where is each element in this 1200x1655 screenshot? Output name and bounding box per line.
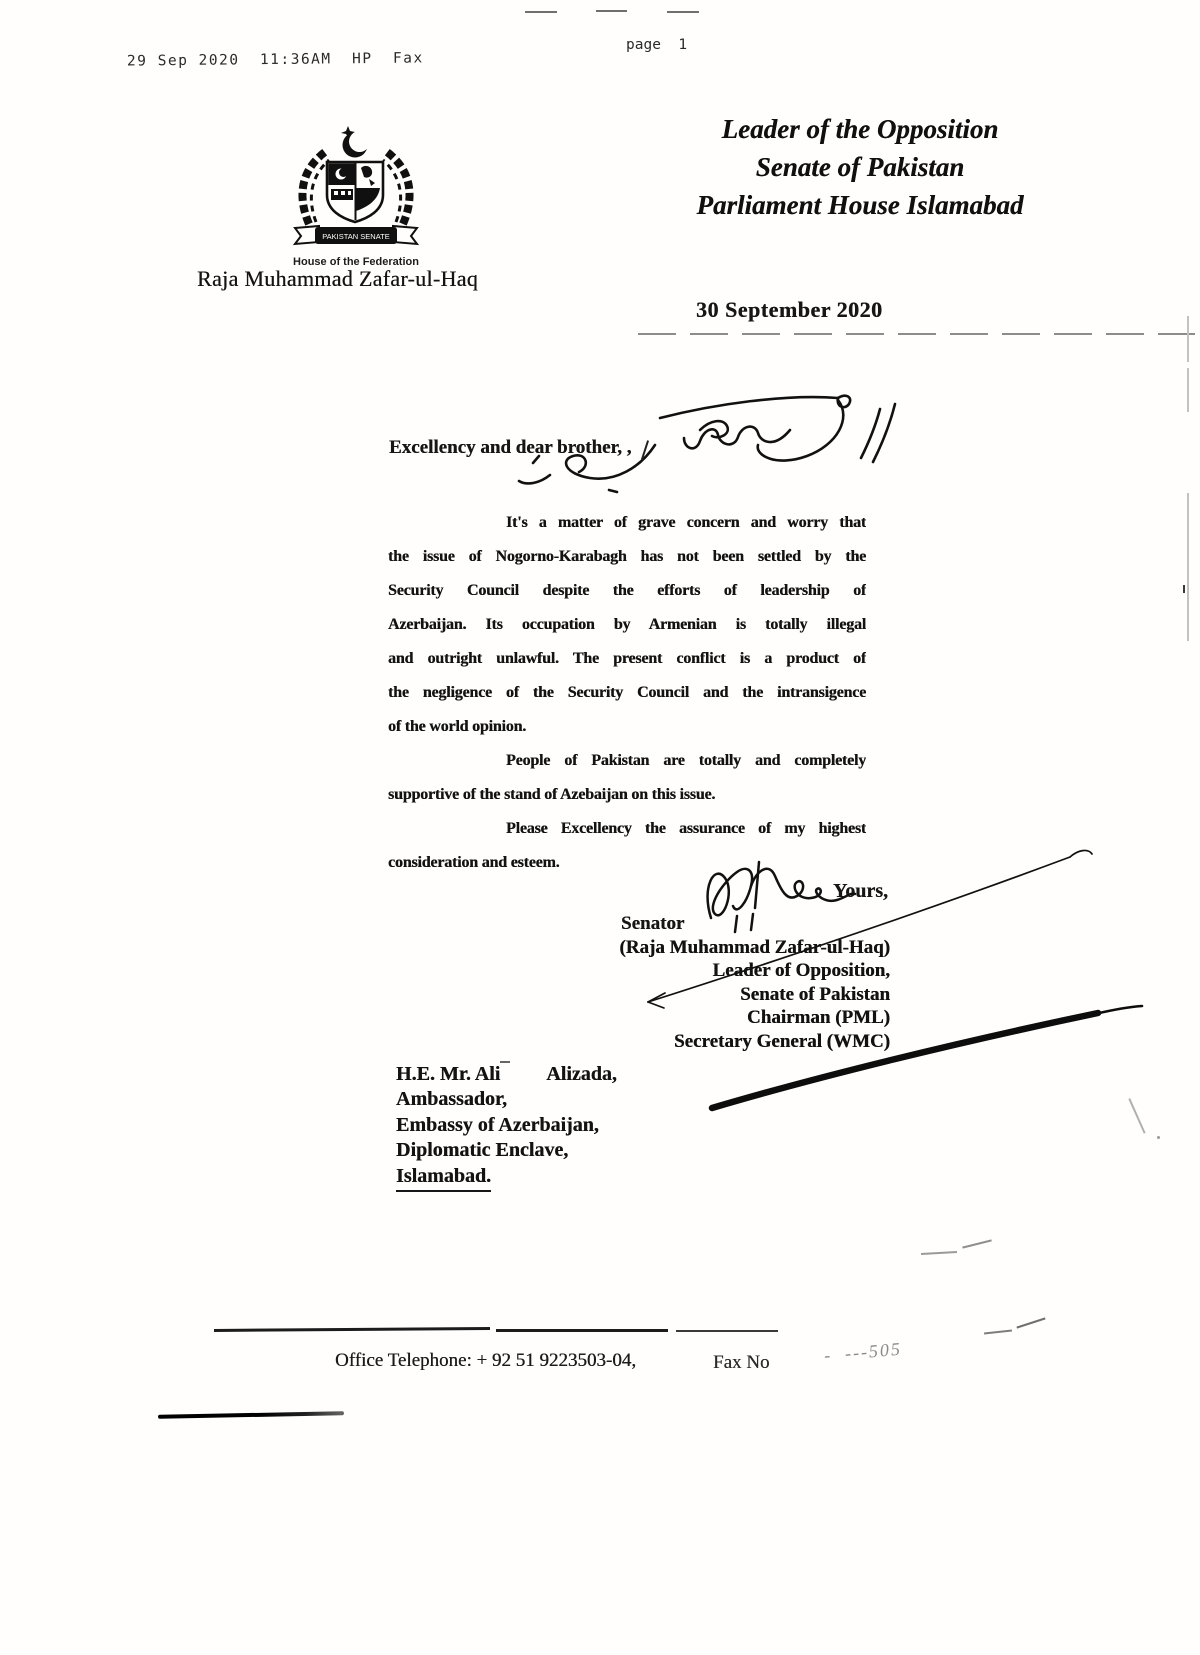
body-line: People of Pakistan are totally and completely — [506, 752, 866, 769]
emblem-banner-text: PAKISTAN SENATE — [322, 232, 390, 241]
signatory-title: Leader of Opposition, — [712, 960, 890, 982]
scan-edge-line — [1187, 368, 1189, 412]
pen-mark — [921, 1251, 957, 1255]
footer-rule — [496, 1329, 668, 1332]
body-line: the negligence of the Security Council and the intransigence — [388, 684, 866, 701]
salutation: Excellency and dear brother, , — [389, 437, 632, 458]
closing-yours: Yours, — [833, 880, 889, 902]
sender-name: Raja Muhammad Zafar-ul-Haq — [197, 266, 479, 291]
office-telephone: Office Telephone: + 92 51 9223503-04, — [335, 1350, 637, 1371]
addressee-city-text: Islamabad. — [396, 1164, 491, 1192]
scan-edge-line — [1187, 316, 1189, 362]
scan-speck — [1183, 585, 1185, 593]
body-line: of the world opinion. — [388, 718, 527, 735]
signatory-name: (Raja Muhammad Zafar-ul-Haq) — [619, 937, 890, 958]
body-line: Security Council despite the efforts of leadership of — [388, 582, 866, 599]
fax-number-faint: - ---505 — [823, 1338, 903, 1366]
signatory-title: Senate of Pakistan — [740, 983, 890, 1005]
footer-rule — [676, 1330, 778, 1332]
scan-dash — [525, 11, 557, 13]
scan-dash — [596, 10, 627, 12]
scan-mark — [500, 1061, 510, 1063]
addressee-block — [396, 1062, 617, 1192]
addressee-line — [396, 1062, 617, 1087]
emblem-caption: House of the Federation — [293, 256, 419, 268]
addressee-line: Ambassador, — [396, 1088, 507, 1111]
fax-number-label: Fax No — [713, 1352, 770, 1373]
scan-speck — [1157, 1136, 1160, 1139]
fax-page-number: page 1 — [626, 37, 688, 53]
pen-stroke-thick — [700, 998, 1160, 1120]
pen-mark — [1016, 1317, 1045, 1328]
signatory-title: Secretary General (WMC) — [674, 1030, 890, 1052]
body-line: It's a matter of grave concern and worry that — [506, 514, 866, 531]
arabic-greeting-handwriting — [505, 390, 910, 498]
addressee-city — [396, 1164, 617, 1192]
pen-mark — [984, 1330, 1012, 1335]
addressee-line: Embassy of Azerbaijan, — [396, 1113, 599, 1136]
date-underline-dashes — [638, 333, 1195, 335]
body-line: Please Excellency the assurance of my highest — [506, 820, 866, 837]
closing-senator-label: Senator — [621, 913, 685, 934]
letter-body — [388, 506, 866, 880]
body-line: supportive of the stand of Azebaijan on this issue. — [388, 786, 716, 803]
letterhead-title-line: Senate of Pakistan — [755, 152, 965, 182]
signatory-title: Chairman (PML) — [746, 1007, 890, 1029]
scan-edge-line — [1187, 493, 1189, 641]
letter-date: 30 September 2020 — [696, 297, 883, 322]
addressee-line: Diplomatic Enclave, — [396, 1139, 569, 1162]
pen-mark — [962, 1239, 992, 1248]
pen-stroke-arrow — [600, 835, 1110, 1020]
scan-dash — [667, 11, 699, 13]
letterhead-title-line: Parliament House Islamabad — [696, 190, 1024, 220]
fax-timestamp: 29 Sep 2020 11:36AM HP Fax — [126, 50, 424, 70]
letterhead-title — [655, 110, 1065, 224]
body-line: the issue of Nogorno-Karabagh has not been settled by the — [388, 548, 866, 565]
addressee-name-first: H.E. Mr. Ali — [396, 1063, 501, 1085]
body-line: Azerbaijan. Its occupation by Armenian is totally illegal — [388, 616, 866, 633]
footer-rule — [214, 1327, 490, 1332]
body-line: consideration and esteem. — [388, 854, 560, 871]
bottom-pen-line — [158, 1411, 344, 1419]
letterhead-title-line: Leader of the Opposition — [721, 114, 999, 144]
body-line: and outright unlawful. The present conflict is a product of — [388, 650, 866, 667]
addressee-name-last: Alizada, — [546, 1063, 617, 1085]
senate-emblem-icon — [289, 124, 423, 262]
